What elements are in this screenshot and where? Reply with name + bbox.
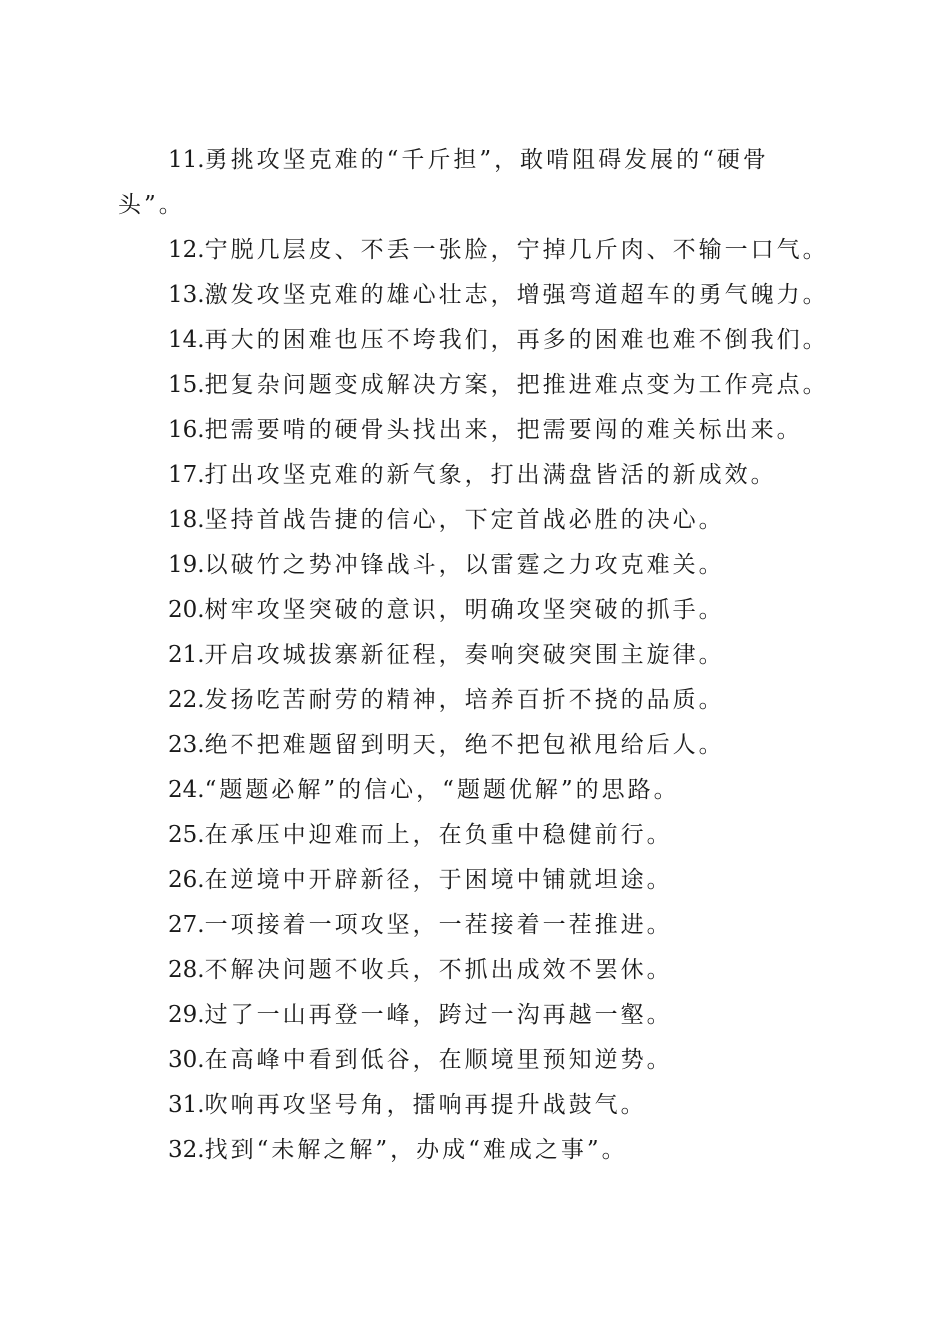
item-text: 在高峰中看到低谷，在顺境里预知逆势。 [204, 1047, 673, 1073]
list-item [118, 1083, 832, 1128]
item-text: 找到“未解之解”，办成“难成之事”。 [204, 1137, 628, 1163]
list-item [118, 228, 832, 273]
item-number: 28. [168, 957, 205, 983]
item-text: 发扬吃苦耐劳的精神，培养百折不挠的品质。 [204, 687, 725, 713]
list-item [118, 858, 832, 903]
item-number: 21. [168, 642, 205, 668]
item-text: 再大的困难也压不垮我们，再多的困难也难不倒我们。 [204, 327, 829, 353]
item-text: 不解决问题不收兵，不抓出成效不罢休。 [204, 957, 673, 983]
document-body [118, 138, 832, 1173]
item-text: 开启攻城拔寨新征程，奏响突破突围主旋律。 [204, 642, 725, 668]
item-text: 树牢攻坚突破的意识，明确攻坚突破的抓手。 [204, 597, 725, 623]
item-number: 11. [168, 147, 205, 173]
item-number: 25. [168, 822, 205, 848]
item-text: 把需要啃的硬骨头找出来，把需要闯的难关标出来。 [204, 417, 803, 443]
item-text: 坚持首战告捷的信心，下定首战必胜的决心。 [204, 507, 725, 533]
item-text: 在承压中迎难而上，在负重中稳健前行。 [204, 822, 673, 848]
list-item [118, 993, 832, 1038]
item-number: 23. [168, 732, 205, 758]
list-item [118, 588, 832, 633]
item-number: 16. [168, 417, 205, 443]
item-text: 激发攻坚克难的雄心壮志，增强弯道超车的勇气魄力。 [204, 282, 829, 308]
item-number: 22. [168, 687, 205, 713]
list-item [118, 498, 832, 543]
item-number: 19. [168, 552, 205, 578]
list-item [118, 813, 832, 858]
item-text: 勇挑攻坚克难的“千斤担”，敢啃阻碍发展的“硬骨头”。 [118, 147, 769, 218]
item-text: 以破竹之势冲锋战斗，以雷霆之力攻克难关。 [204, 552, 725, 578]
item-number: 20. [168, 597, 205, 623]
item-number: 18. [168, 507, 205, 533]
item-number: 12. [168, 237, 205, 263]
item-text: 过了一山再登一峰，跨过一沟再越一壑。 [204, 1002, 673, 1028]
item-text: 绝不把难题留到明天，绝不把包袱甩给后人。 [204, 732, 725, 758]
list-item [118, 318, 832, 363]
item-number: 24. [168, 777, 205, 803]
list-item [118, 903, 832, 948]
list-item [118, 1038, 832, 1083]
item-number: 29. [168, 1002, 205, 1028]
item-number: 13. [168, 282, 205, 308]
item-number: 14. [168, 327, 205, 353]
item-number: 26. [168, 867, 205, 893]
item-number: 32. [168, 1137, 205, 1163]
list-item [118, 273, 832, 318]
list-item [118, 633, 832, 678]
list-item [118, 1128, 832, 1173]
item-text: 在逆境中开辟新径，于困境中铺就坦途。 [204, 867, 673, 893]
list-item [118, 408, 832, 453]
list-item [118, 138, 832, 228]
item-text: “题题必解”的信心，“题题优解”的思路。 [204, 777, 680, 803]
list-item [118, 678, 832, 723]
list-item [118, 723, 832, 768]
item-number: 15. [168, 372, 205, 398]
list-item [118, 543, 832, 588]
list-item [118, 363, 832, 408]
item-number: 30. [168, 1047, 205, 1073]
item-text: 打出攻坚克难的新气象，打出满盘皆活的新成效。 [204, 462, 777, 488]
item-number: 27. [168, 912, 205, 938]
item-number: 17. [168, 462, 205, 488]
item-text: 宁脱几层皮、不丢一张脸，宁掉几斤肉、不输一口气。 [204, 237, 829, 263]
list-item [118, 948, 832, 993]
list-item [118, 453, 832, 498]
item-text: 一项接着一项攻坚，一茬接着一茬推进。 [204, 912, 673, 938]
list-item [118, 768, 832, 813]
item-number: 31. [168, 1092, 205, 1118]
item-text: 把复杂问题变成解决方案，把推进难点变为工作亮点。 [204, 372, 829, 398]
item-text: 吹响再攻坚号角，擂响再提升战鼓气。 [204, 1092, 647, 1118]
